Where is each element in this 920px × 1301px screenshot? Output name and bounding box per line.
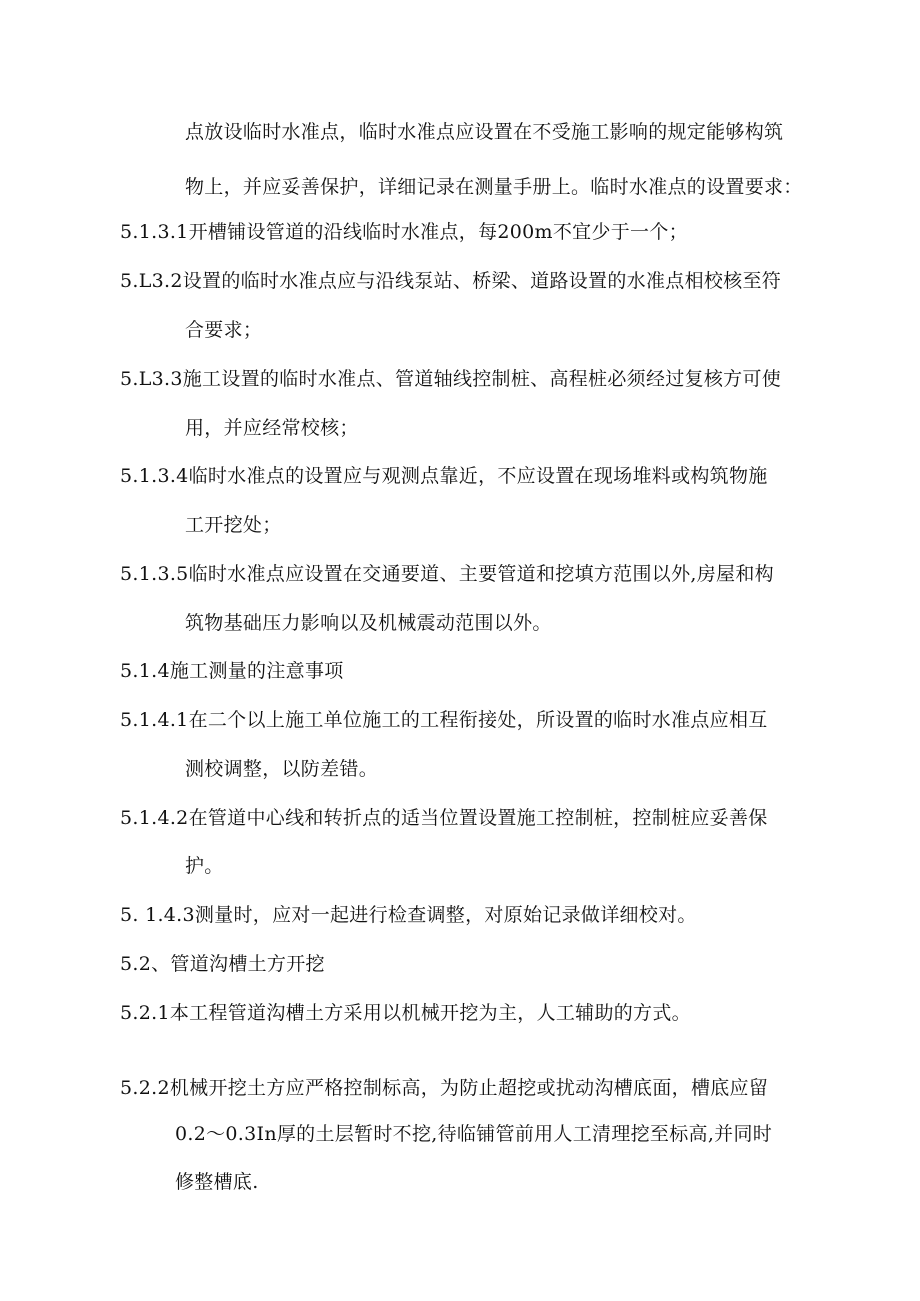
- text-line: 5.1.3.4临时水准点的设置应与观测点靠近，不应设置在现场堆料或构筑物施: [120, 465, 768, 487]
- text-line: 0.2～0.3In厚的土层暂时不挖,待临铺管前用人工清理挖至标高,并同时: [175, 1123, 773, 1145]
- text-line: 工开挖处；: [185, 514, 282, 536]
- text-line: 物上，并应妥善保护，详细记录在测量手册上。临时水准点的设置要求：: [185, 176, 803, 198]
- text-line: 5. 1.4.3测量时，应对一起进行检查调整，对原始记录做详细校对。: [120, 904, 697, 926]
- text-line: 5.1.4.1在二个以上施工单位施工的工程衔接处，所设置的临时水准点应相互: [120, 709, 768, 731]
- text-line: 护。: [185, 855, 224, 877]
- text-line: 5.1.4施工测量的注意事项: [120, 660, 344, 682]
- text-line: 5.2.2机械开挖土方应严格控制标高，为防止超挖或扰动沟槽底面，槽底应留: [120, 1077, 769, 1099]
- text-line: 5.1.4.2在管道中心线和转折点的适当位置设置施工控制桩，控制桩应妥善保: [120, 807, 768, 829]
- text-line: 用，并应经常校核；: [185, 417, 359, 439]
- text-line: 筑物基础压力影响以及机械震动范围以外。: [185, 612, 552, 634]
- text-line: 5.1.3.5临时水准点应设置在交通要道、主要管道和挖填方范围以外,房屋和构: [120, 563, 774, 585]
- text-line: 5.1.3.1开槽铺设管道的沿线临时水准点，每200m不宜少于一个；: [120, 221, 688, 243]
- text-line: 合要求；: [185, 319, 263, 341]
- text-line: 测校调整，以防差错。: [185, 758, 379, 780]
- text-line: 点放设临时水准点，临时水准点应设置在不受施工影响的规定能够构筑: [185, 121, 784, 143]
- text-line: 5.2、管道沟槽土方开挖: [120, 953, 325, 975]
- text-line: 修整槽底.: [175, 1171, 259, 1193]
- text-line: 5.L3.2设置的临时水准点应与沿线泵站、桥梁、道路设置的水准点相校核至符: [120, 270, 782, 292]
- text-line: 5.L3.3施工设置的临时水准点、管道轴线控制桩、高程桩必须经过复核方可使: [120, 368, 782, 390]
- text-line: 5.2.1本工程管道沟槽土方采用以机械开挖为主，人工辅助的方式。: [120, 1002, 691, 1024]
